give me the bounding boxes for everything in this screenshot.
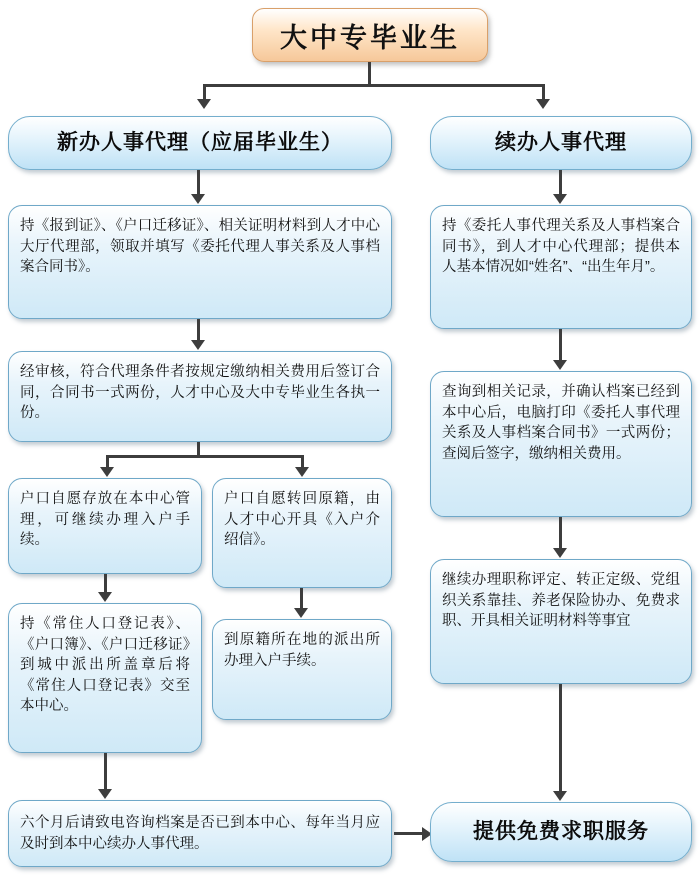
right-column-header <box>430 116 692 170</box>
connector-right-step2-to-step3 <box>559 517 562 549</box>
left-branch-b-step-1 <box>212 478 392 588</box>
left-branch-b-step-2 <box>212 619 392 720</box>
connector-title-stem <box>368 62 371 86</box>
right-step-3-text: 继续办理职称评定、转正定级、党组织关系靠挂、养老保险协办、免费求职、开具相关证明材料等事宜 <box>442 572 680 630</box>
connector-title-right-down <box>542 84 545 100</box>
left-column-header <box>8 116 392 170</box>
left-footer-text: 六个月后请致电咨询档案是否已到本中心、每年当月应及时到本中心续办人事代理。 <box>20 814 380 852</box>
left-branch-a-step-1 <box>8 478 202 574</box>
connector-right-step3-to-footer <box>559 684 562 792</box>
arrowhead-left-branch-b-1-to-2 <box>294 608 308 618</box>
arrowhead-right-header-to-step1 <box>553 194 567 204</box>
left-branch-a-step-1-text: 户口自愿存放在本中心管理，可继续办理入户手续。 <box>20 491 190 549</box>
left-branch-a-step-2-text: 持《常住人口登记表》、《户口簿》、《户口迁移证》到城中派出所盖章后将《常住人口登记表》交至本中心。 <box>20 616 190 715</box>
left-footer-box <box>8 800 392 867</box>
connector-right-header-to-step1 <box>559 170 562 195</box>
connector-title-to-left <box>204 84 372 87</box>
connector-left-step1-to-step2 <box>197 319 200 341</box>
connector-title-left-down <box>203 84 206 100</box>
left-step-2 <box>8 351 392 442</box>
connector-title-to-right <box>368 84 545 87</box>
diagram-title: 大中专毕业生 <box>280 22 460 53</box>
arrowhead-right-step1-to-step2 <box>553 360 567 370</box>
connector-left-split-bar <box>106 455 304 458</box>
connector-left-branch-b-1-to-2 <box>300 588 303 609</box>
arrowhead-title-to-left <box>197 99 211 109</box>
arrowhead-right-step2-to-step3 <box>553 548 567 558</box>
right-step-2-text: 查询到相关记录，并确认档案已经到本中心后，电脑打印《委托人事代理关系及人事档案合同书》一式两份；查阅后签字，缴纳相关费用。 <box>442 384 680 462</box>
connector-left-branch-a-1-to-2 <box>104 574 107 593</box>
arrowhead-title-to-right <box>536 99 550 109</box>
left-branch-b-step-2-text: 到原籍所在地的派出所办理入户手续。 <box>224 632 380 669</box>
connector-left-split-stem <box>197 442 200 456</box>
arrowhead-left-branch-a <box>100 467 114 477</box>
connector-left-header-to-step1 <box>197 170 200 195</box>
right-step-1 <box>430 205 692 329</box>
arrowhead-left-header-to-step1 <box>191 194 205 204</box>
left-step-1 <box>8 205 392 319</box>
arrowhead-left-branch-a-1-to-2 <box>98 592 112 602</box>
right-footer-text: 提供免费求职服务 <box>473 820 649 844</box>
left-branch-b-step-1-text: 户口自愿转回原籍，由人才中心开具《入户介绍信》。 <box>224 491 380 549</box>
right-column-header-label: 续办人事代理 <box>495 131 627 155</box>
arrowhead-right-step3-to-footer <box>553 791 567 801</box>
right-step-2 <box>430 371 692 517</box>
connector-right-step1-to-step2 <box>559 329 562 361</box>
left-step-1-text: 持《报到证》、《户口迁移证》、相关证明材料到人才中心大厅代理部，领取并填写《委托代理人事关系及人事档案合同书》。 <box>20 218 380 276</box>
right-step-3 <box>430 559 692 684</box>
right-step-1-text: 持《委托人事代理关系及人事档案合同书》，到人才中心代理部；提供本人基本情况如“姓名”、“出生年月”。 <box>442 218 680 276</box>
arrowhead-left-step1-to-step2 <box>191 340 205 350</box>
right-footer-box <box>430 802 692 862</box>
left-column-header-label: 新办人事代理（应届毕业生） <box>57 131 343 155</box>
arrowhead-left-to-footer <box>98 789 112 799</box>
arrowhead-left-branch-b <box>295 467 309 477</box>
connector-left-footer-to-right-footer <box>394 832 424 835</box>
connector-left-to-footer <box>104 753 107 790</box>
left-branch-a-step-2 <box>8 603 202 753</box>
left-step-2-text: 经审核，符合代理条件者按规定缴纳相关费用后签订合同，合同书一式两份，人才中心及大中专毕业生各执一份。 <box>20 364 380 422</box>
diagram-title-box <box>252 8 488 62</box>
